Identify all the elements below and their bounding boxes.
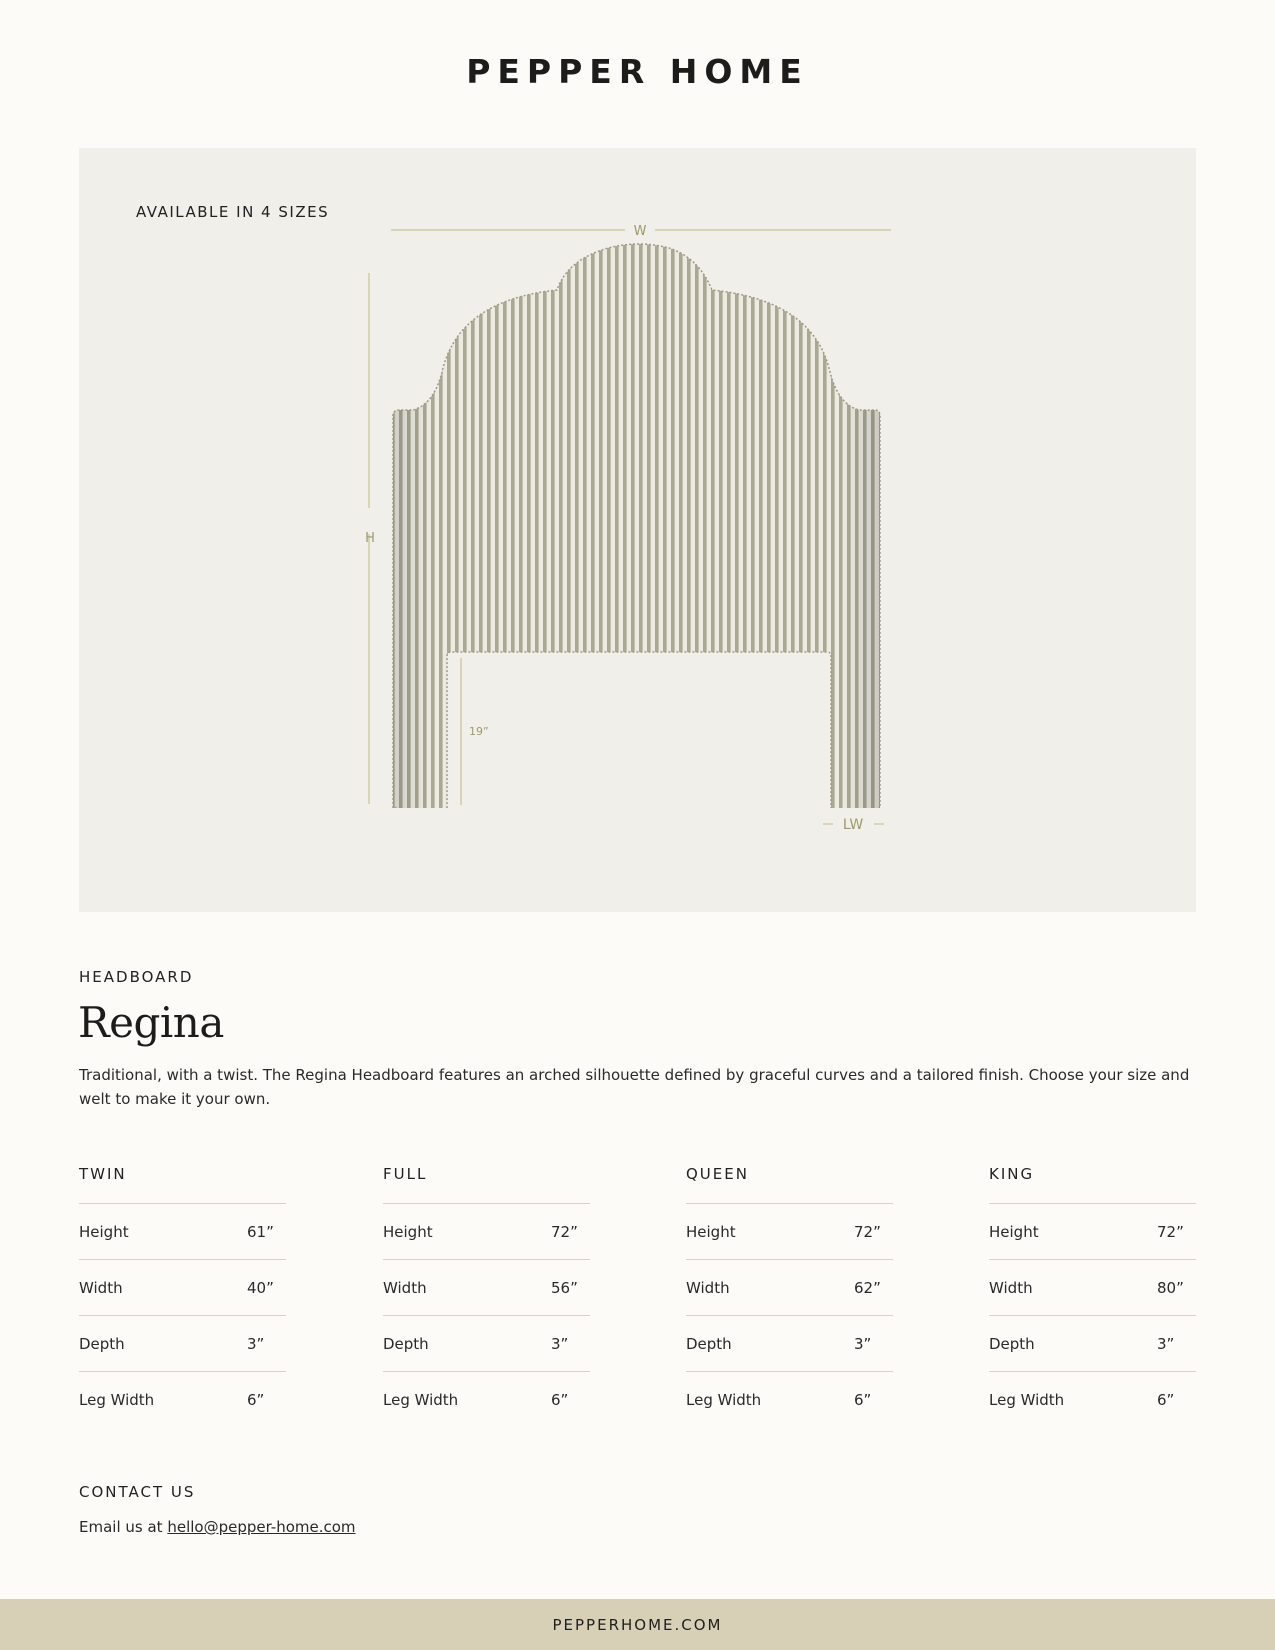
size-column-king: [989, 1165, 1196, 1427]
spec-row: Leg Width 6”: [383, 1371, 590, 1427]
product-description: Traditional, with a twist. The Regina Headboard features an arched silhouette defined by graceful curves and a tailored finish. Choose your size and welt to make it your own.: [79, 1066, 1190, 1108]
spec-row: Depth 3”: [686, 1315, 893, 1371]
height-label: H: [365, 531, 375, 546]
spec-row: Height 72”: [383, 1203, 590, 1259]
size-name: QUEEN: [686, 1165, 749, 1183]
spec-row: Width 56”: [383, 1259, 590, 1315]
spec-row: Leg Width 6”: [989, 1371, 1196, 1427]
contact-line: [79, 1518, 356, 1536]
leg-width-label: LW: [842, 817, 864, 833]
spec-row: Depth 3”: [79, 1315, 286, 1371]
size-column-full: [383, 1165, 590, 1427]
size-column-queen: [686, 1165, 893, 1427]
product-category: HEADBOARD: [79, 968, 194, 986]
size-column-twin: [79, 1165, 286, 1427]
sizes-note: AVAILABLE IN 4 SIZES: [136, 203, 330, 221]
spec-row: Width 62”: [686, 1259, 893, 1315]
contact-heading: CONTACT US: [79, 1483, 196, 1501]
size-name: FULL: [383, 1165, 428, 1183]
spec-row: Height 72”: [989, 1203, 1196, 1259]
size-name: KING: [989, 1165, 1035, 1183]
contact-prefix: Email us at: [79, 1518, 168, 1536]
product-diagram: [79, 148, 1196, 912]
spec-row: Depth 3”: [383, 1315, 590, 1371]
brand-logo: PEPPER HOME: [466, 52, 809, 91]
product-title: Regina: [78, 998, 224, 1047]
leg-height-label: 19”: [469, 725, 489, 738]
spec-row: Height 72”: [686, 1203, 893, 1259]
spec-row: Height 61”: [79, 1203, 286, 1259]
spec-row: Width 80”: [989, 1259, 1196, 1315]
spec-row: Leg Width 6”: [686, 1371, 893, 1427]
size-name: TWIN: [79, 1165, 127, 1183]
spec-row: Depth 3”: [989, 1315, 1196, 1371]
width-label: W: [633, 224, 647, 239]
email-link[interactable]: hello@pepper-home.com: [167, 1518, 356, 1536]
spec-row: Width 40”: [79, 1259, 286, 1315]
headboard-illustration: [79, 148, 1196, 912]
footer-url[interactable]: PEPPERHOME.COM: [0, 1599, 1275, 1650]
spec-row: Leg Width 6”: [79, 1371, 286, 1427]
